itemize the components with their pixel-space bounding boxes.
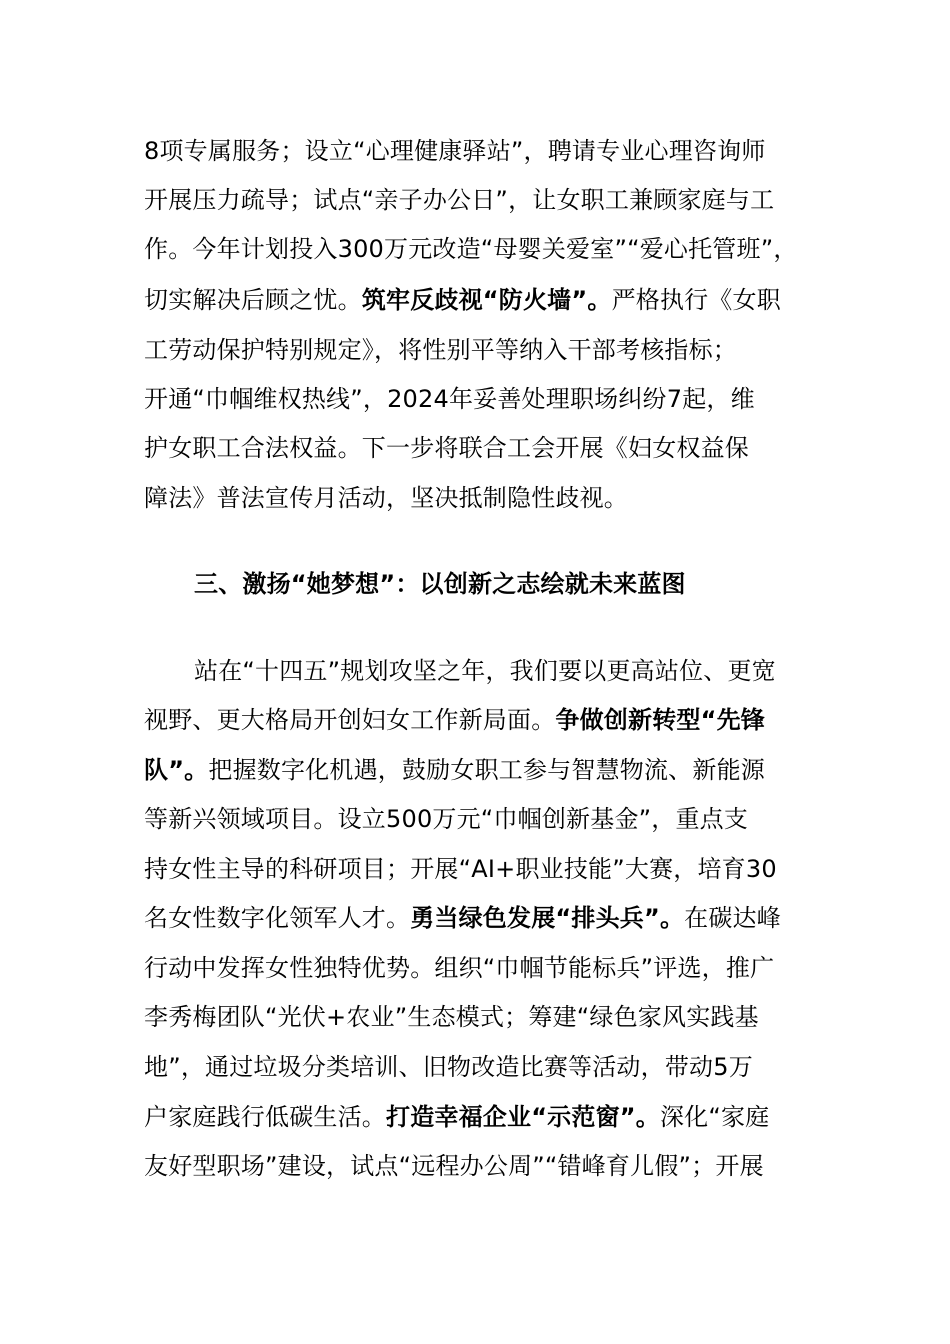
text-line (144, 755, 765, 785)
text-line: 行动中发挥女性独特优势。组织“巾帼节能标兵”评选，推广 (144, 954, 775, 982)
bold-subheading: 勇当绿色发展“排头兵”。 (410, 904, 685, 932)
text-line: 开展压力疏导；试点“亲子办公日”，让女职工兼顾家庭与工 (144, 186, 775, 214)
text-line (144, 285, 781, 315)
bold-subheading: 争做创新转型“先锋 (555, 706, 765, 734)
bold-subheading: 队”。 (144, 756, 209, 784)
text-run: 视野、更大格局开创妇女工作新局面。 (144, 706, 556, 734)
text-line (144, 1102, 769, 1132)
text-run: 严格执行《女职 (611, 286, 781, 314)
text-run: 名女性数字化领军人才。 (144, 904, 411, 932)
bold-subheading: 筑牢反歧视“防火墙”。 (361, 286, 612, 314)
text-line (144, 705, 765, 735)
text-run: 户家庭践行低碳生活。 (144, 1103, 386, 1131)
text-line: 站在“十四五”规划攻坚之年，我们要以更高站位、更宽 (194, 657, 776, 685)
text-line: 障法》普法宣传月活动，坚决抵制隐性歧视。 (144, 484, 628, 512)
text-line: 等新兴领域项目。设立500万元“巾帼创新基金”，重点支 (144, 805, 749, 833)
text-line: 友好型职场”建设，试点“远程办公周”“错峰育儿假”；开展 (144, 1152, 764, 1180)
text-line: 地”，通过垃圾分类培训、旧物改造比赛等活动，带动5万 (144, 1053, 753, 1081)
text-run: 切实解决后顾之忧。 (144, 286, 362, 314)
text-line (144, 903, 781, 933)
text-line: 工劳动保护特别规定》，将性别平等纳入干部考核指标； (144, 336, 737, 364)
text-line: 8项专属服务；设立“心理健康驿站”，聘请专业心理咨询师 (144, 137, 766, 165)
text-line: 开通“巾帼维权热线”，2024年妥善处理职场纠纷7起，维 (144, 385, 755, 413)
text-line: 护女职工合法权益。下一步将联合工会开展《妇女权益保 (144, 434, 749, 462)
text-run: 把握数字化机遇，鼓励女职工参与智慧物流、新能源 (208, 756, 765, 784)
text-run: 在碳达峰 (684, 904, 781, 932)
text-line: 作。今年计划投入300万元改造“母婴关爱室”“爱心托管班”， (144, 235, 798, 263)
text-line: 李秀梅团队“光伏+农业”生态模式；筹建“绿色家风实践基 (144, 1003, 759, 1031)
section-heading: 三、激扬“她梦想”：以创新之志绘就未来蓝图 (194, 570, 686, 598)
text-run: 深化“家庭 (659, 1103, 770, 1131)
bold-subheading: 打造幸福企业“示范窗”。 (386, 1103, 660, 1131)
text-line: 持女性主导的科研项目；开展“AI+职业技能”大赛，培育30 (144, 855, 777, 883)
